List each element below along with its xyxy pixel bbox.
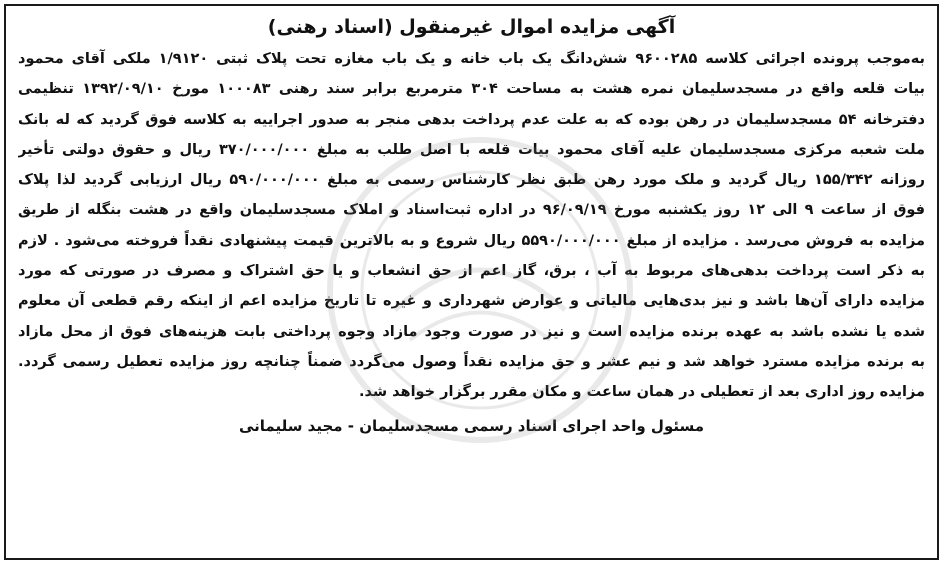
body-line: بیات قلعه واقع در مسجدسلیمان نمره هشت به مساحت ۳۰۴ مترمربع برابر سند رهنی ۱۰۰۰۸۳ مورخ ۱۳۹۲/۰۹/۱۰ تنظیمی <box>18 81 925 98</box>
body-line: روزانه ۱۵۵/۳۴۲ ریال گردید و ملک مورد رهن طبق نظر کارشناس رسمی به مبلغ ۵۹۰/۰۰۰/۰۰۰ ریال ارزیابی گردید لذا پلاک <box>18 172 925 189</box>
body-line: ملت شعبه مرکزی مسجدسلیمان علیه آقای محمود بیات قلعه با اصل طلب به مبلغ ۳۷۰/۰۰۰/۰۰۰ ریال و حقوق دولتی تأخیر <box>18 141 925 158</box>
notice-body <box>18 44 925 408</box>
body-line: به ذکر است پرداخت بدهی‌های مربوط به آب ، برق، گاز اعم از حق انشعاب و یا حق اشتراک و مصرف در صورتی که مورد <box>18 263 925 280</box>
notice-signature: مسئول واحد اجرای اسناد رسمی مسجدسلیمان - مجید سلیمانی <box>238 416 705 435</box>
body-line: مزایده روز اداری بعد از تعطیلی در همان ساعت و مکان مقرر برگزار خواهد شد. <box>358 384 925 401</box>
body-line: شده یا نشده باشد به عهده برنده مزایده است و نیز در صورت وجود مازاد وجوه پرداختی بابت هزینه‌های فوق از محل مازاد <box>18 323 925 340</box>
body-line: فوق از ساعت ۹ الی ۱۲ روز یکشنبه مورخ ۹۶/۰۹/۱۹ در اداره ثبت‌اسناد و املاک مسجدسلیمان واقع در هشت بنگله از طریق <box>18 202 925 219</box>
notice-frame <box>4 4 939 560</box>
body-line: مزایده دارای آن‌ها باشد و نیز بدی‌هایی مالیاتی و عوارض شهرداری و غیره تا تاریخ مزایده اعم از اینکه رقم قطعی آن معلوم <box>18 293 925 310</box>
body-line: دفترخانه ۵۴ مسجدسلیمان در رهن بوده که به علت عدم پرداخت بدهی منجر به صدور اجراییه به کلاسه فوق گردید که له بانک <box>18 111 925 128</box>
body-line: به برنده مزایده مسترد خواهد شد و نیم عشر و حق مزایده نقداً وصول می‌گردد ضمناً چنانچه روز مزایده تعطیل رسمی گردد. <box>18 353 925 370</box>
body-line: مزایده به فروش می‌رسد . مزایده از مبلغ ۵۵۹۰/۰۰۰/۰۰۰ ریال شروع و به بالاترین قیمت پیشنهادی نقداً فروخته می‌شود . لازم <box>18 232 925 249</box>
body-line: به‌موجب پرونده اجرائی کلاسه ۹۶۰۰۲۸۵ شش‌دانگ یک باب خانه و یک باب مغازه تحت پلاک ثبتی ۱/۹۱۲۰ ملکی آقای محمود <box>18 51 925 67</box>
notice-title: آگهی مزایده اموال غیرمنقول (اسناد رهنی) <box>267 16 676 38</box>
